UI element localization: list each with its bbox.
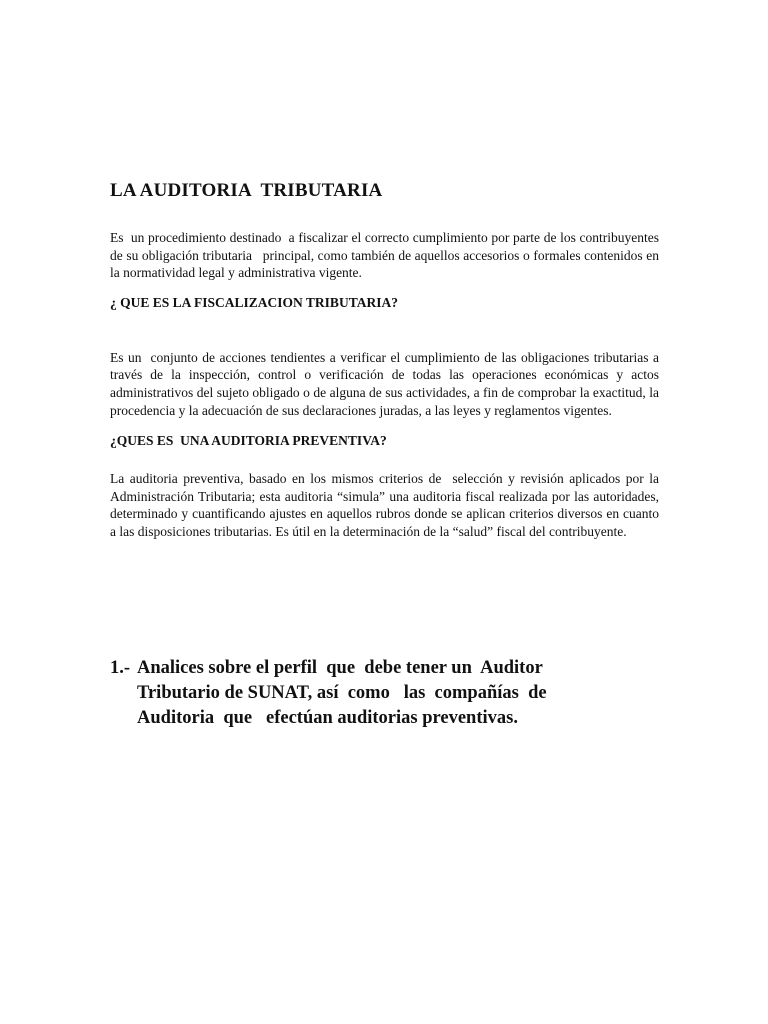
document-title: LA AUDITORIA TRIBUTARIA	[110, 180, 383, 201]
paragraph-auditoria-preventiva: La auditoria preventiva, basado en los mismos criterios de selección y revisión aplicados por la Administración Tributaria; esta auditoria “simula” una auditoria fiscal realizada por las autoridades, determinado y cuantificando ajustes en aquellos rubros donde se aplican criterios diversos en cuanto a las disposiciones tributarias. Es útil en la determinación de la “salud” fiscal del contribuyente.	[110, 471, 663, 539]
question-line-1	[110, 656, 670, 681]
heading-fiscalizacion: ¿ QUE ES LA FISCALIZACION TRIBUTARIA?	[110, 294, 398, 310]
question-text-line-2: Tributario de SUNAT, así como las compañías de	[137, 683, 547, 703]
document-body	[110, 180, 663, 541]
question-text-line-1: Analices sobre el perfil que debe tener un Auditor	[137, 658, 543, 678]
assignment-question	[110, 656, 670, 731]
paragraph-fiscalizacion: Es un conjunto de acciones tendientes a verificar el cumplimiento de las obligaciones tributarias a través de la inspección, control o verificación de todas las operaciones económicas y actos administrativos del sujeto obligado o de alguna de sus actividades, a fin de comprobar la exactitud, la procedencia y la adecuación de sus declaraciones juradas, a las leyes y reglamentos vigentes.	[110, 349, 663, 418]
question-number: 1.-	[110, 658, 131, 678]
question-text-line-3: Auditoria que efectúan auditorias preventivas.	[137, 708, 518, 728]
intro-paragraph: Es un procedimiento destinado a fiscalizar el correcto cumplimiento por parte de los contribuyentes de su obligación tributaria principal, como también de aquellos accesorios o formales contenidos en la normatividad legal y administrativa vigente.	[110, 230, 663, 281]
heading-auditoria-preventiva: ¿QUES ES UNA AUDITORIA PREVENTIVA?	[110, 433, 387, 449]
